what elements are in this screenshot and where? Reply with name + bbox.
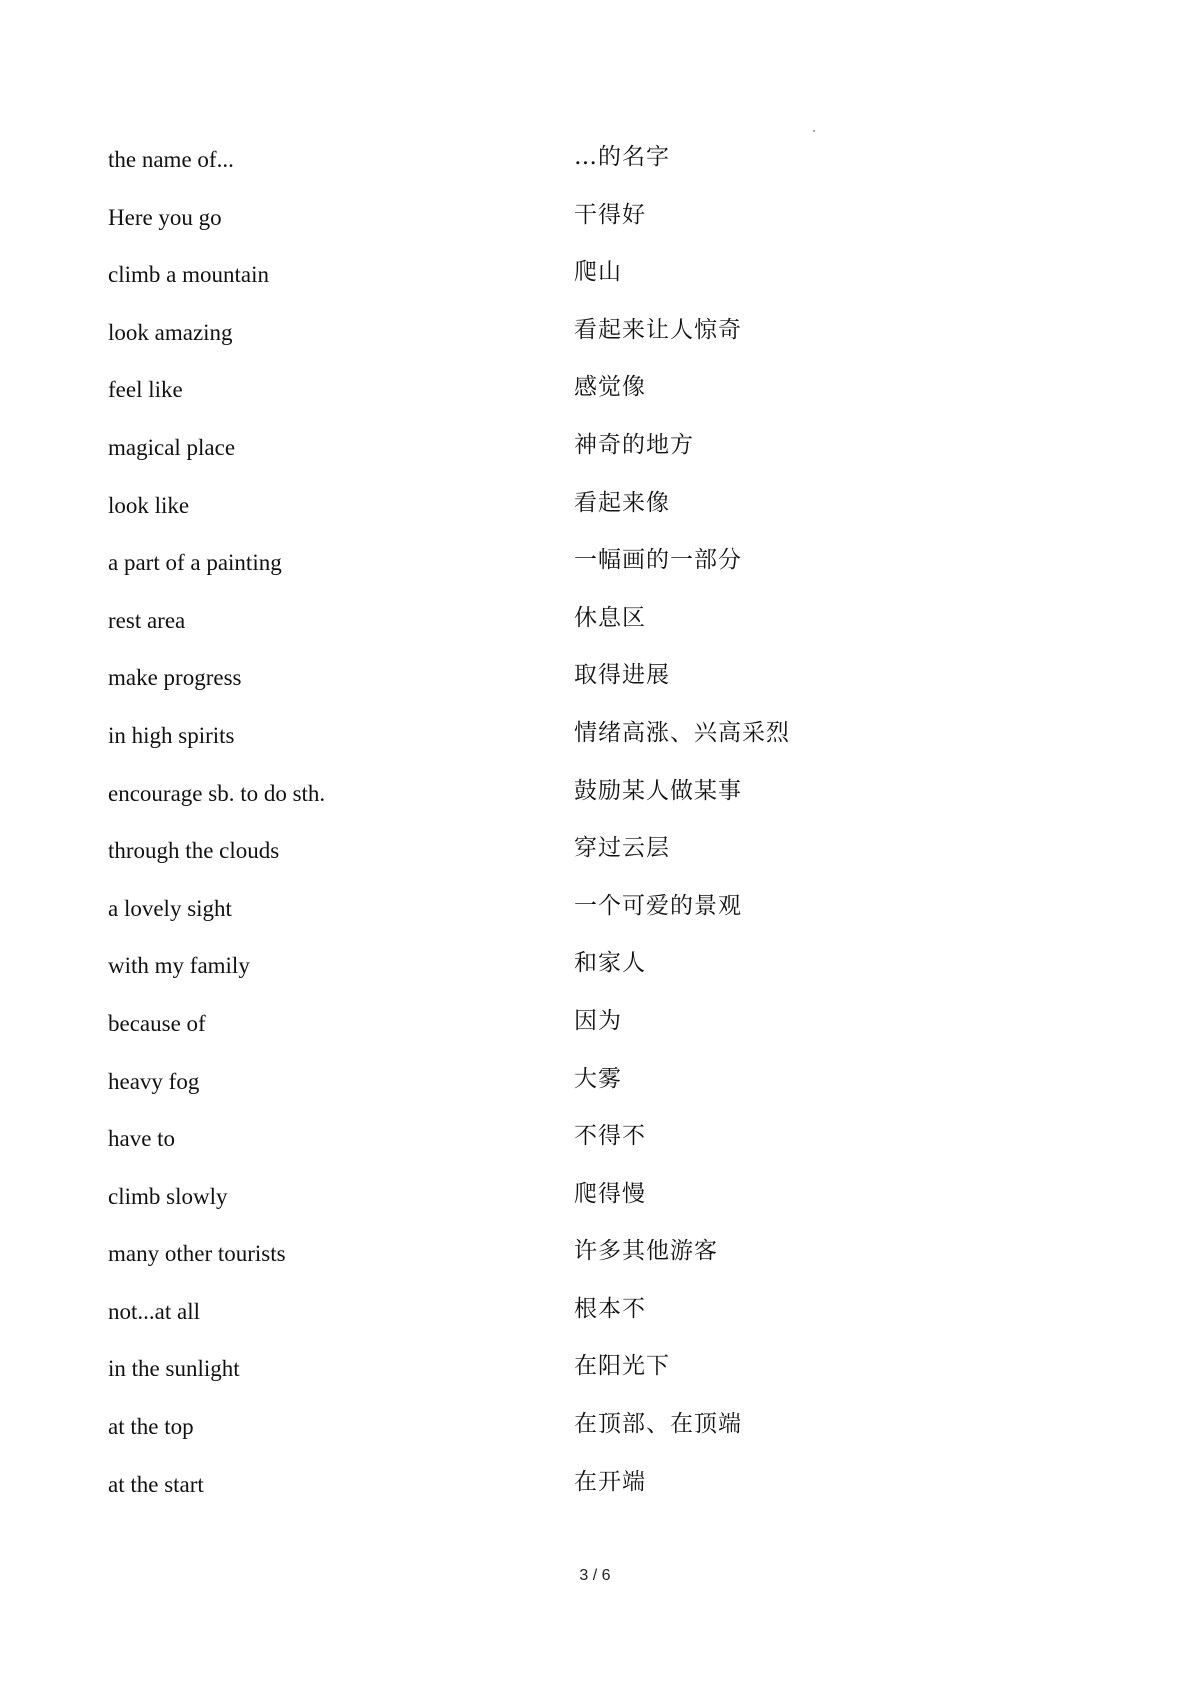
english-phrase: not...at all xyxy=(108,1298,200,1324)
english-phrase: Here you go xyxy=(108,204,222,230)
english-phrase: climb slowly xyxy=(108,1183,228,1209)
english-phrase: through the clouds xyxy=(108,838,280,864)
list-item xyxy=(108,952,1008,1010)
english-phrase: feel like xyxy=(108,377,183,403)
english-phrase: at the start xyxy=(108,1471,204,1497)
vocabulary-list xyxy=(108,146,1008,1528)
chinese-translation: 不得不 xyxy=(574,1123,646,1150)
chinese-translation: 在顶部、在顶端 xyxy=(574,1411,742,1438)
english-phrase: look amazing xyxy=(108,319,233,345)
list-item xyxy=(108,431,1008,492)
list-item xyxy=(108,892,1008,953)
english-phrase: because of xyxy=(108,1010,206,1036)
english-phrase: many other tourists xyxy=(108,1241,286,1267)
list-item xyxy=(108,604,1008,665)
chinese-translation: 神奇的地方 xyxy=(574,431,694,458)
list-item xyxy=(108,1355,1008,1413)
list-item xyxy=(108,719,1008,780)
english-phrase: look like xyxy=(108,492,190,518)
english-phrase: in high spirits xyxy=(108,722,235,748)
list-item xyxy=(108,376,1008,434)
chinese-translation: 情绪高涨、兴高采烈 xyxy=(574,719,790,746)
list-item xyxy=(108,549,1008,607)
chinese-translation: 看起来让人惊奇 xyxy=(574,316,742,343)
chinese-translation: 看起来像 xyxy=(574,489,670,516)
chinese-translation: 因为 xyxy=(574,1007,622,1034)
chinese-translation: 爬得慢 xyxy=(574,1180,646,1207)
list-item xyxy=(108,489,1008,550)
list-item xyxy=(108,664,1008,722)
list-item xyxy=(108,1125,1008,1183)
chinese-translation: 穿过云层 xyxy=(574,835,670,862)
list-item xyxy=(108,146,1008,204)
english-phrase: have to xyxy=(108,1126,176,1152)
chinese-translation: 休息区 xyxy=(574,604,646,631)
list-item xyxy=(108,1240,1008,1298)
chinese-translation: 干得好 xyxy=(574,201,646,228)
list-item xyxy=(108,1468,1008,1529)
chinese-translation: 取得进展 xyxy=(574,662,670,689)
list-item xyxy=(108,261,1008,319)
english-phrase: with my family xyxy=(108,953,250,979)
english-phrase: make progress xyxy=(108,665,242,691)
english-phrase: rest area xyxy=(108,607,186,633)
list-item xyxy=(108,316,1008,377)
english-phrase: climb a mountain xyxy=(108,262,269,288)
english-phrase: a lovely sight xyxy=(108,895,232,921)
english-phrase: a part of a painting xyxy=(108,550,282,576)
stray-mark xyxy=(813,130,815,132)
page-number: 3 / 6 xyxy=(579,1567,611,1584)
english-phrase: in the sunlight xyxy=(108,1356,240,1382)
list-item xyxy=(108,1180,1008,1241)
list-item xyxy=(108,837,1008,895)
english-phrase: encourage sb. to do sth. xyxy=(108,780,326,806)
english-phrase: magical place xyxy=(108,434,236,460)
chinese-translation: …的名字 xyxy=(574,144,670,170)
chinese-translation: 许多其他游客 xyxy=(574,1238,718,1265)
english-phrase: heavy fog xyxy=(108,1068,200,1094)
list-item xyxy=(108,201,1008,262)
list-item xyxy=(108,1295,1008,1356)
chinese-translation: 在阳光下 xyxy=(574,1353,670,1380)
chinese-translation: 鼓励某人做某事 xyxy=(574,777,742,804)
list-item xyxy=(108,777,1008,838)
chinese-translation: 一个可爱的景观 xyxy=(574,892,742,919)
list-item xyxy=(108,1065,1008,1126)
chinese-translation: 大雾 xyxy=(574,1065,622,1092)
chinese-translation: 一幅画的一部分 xyxy=(574,547,742,574)
chinese-translation: 爬山 xyxy=(574,259,622,286)
chinese-translation: 在开端 xyxy=(574,1468,646,1495)
chinese-translation: 感觉像 xyxy=(574,374,646,401)
chinese-translation: 和家人 xyxy=(574,950,646,977)
english-phrase: at the top xyxy=(108,1414,194,1440)
list-item xyxy=(108,1007,1008,1068)
chinese-translation: 根本不 xyxy=(574,1295,646,1322)
english-phrase: the name of... xyxy=(108,147,234,172)
list-item xyxy=(108,1413,1008,1471)
